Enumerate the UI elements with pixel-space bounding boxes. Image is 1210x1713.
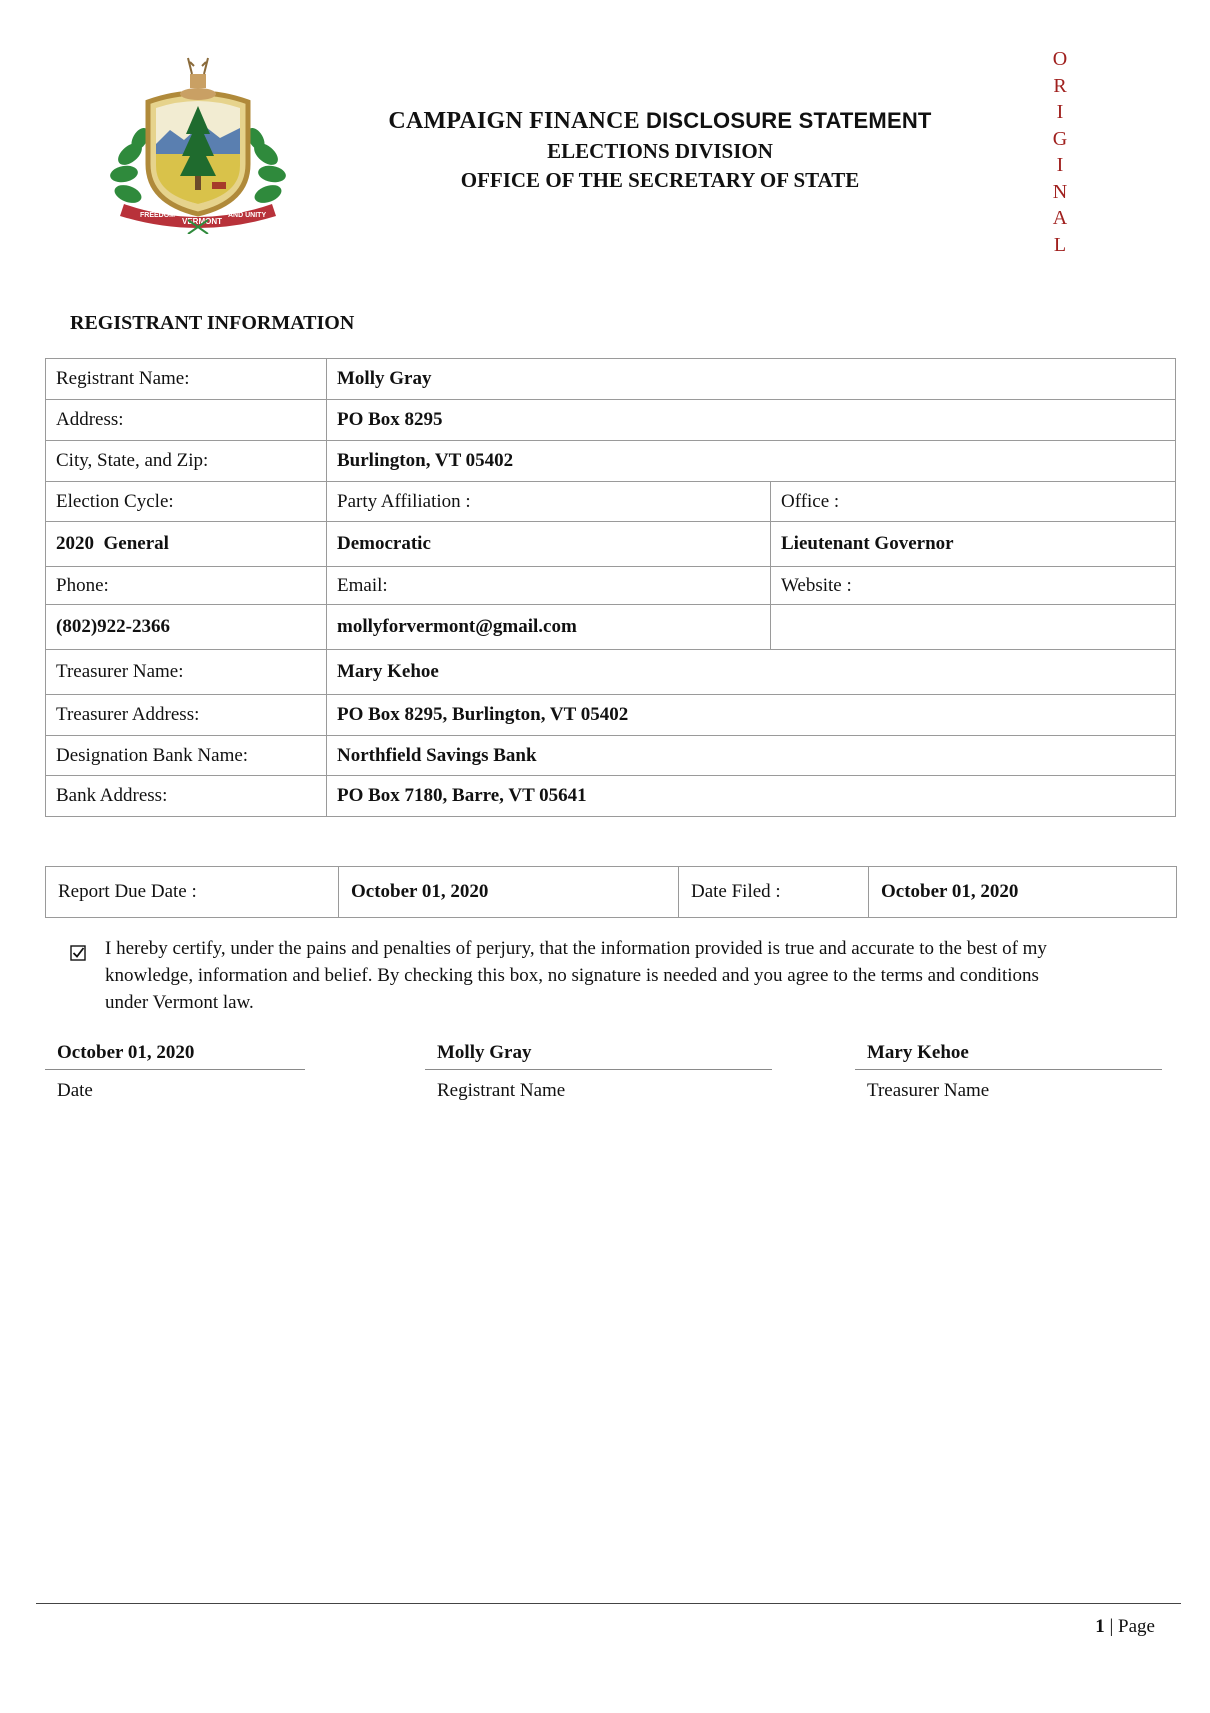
treasurer-name-label: Treasurer Name: <box>46 650 327 695</box>
registrant-information-table <box>45 358 1176 817</box>
party-affiliation-value: Democratic <box>327 522 771 567</box>
page-number-label: | Page <box>1109 1616 1155 1637</box>
bank-name-label: Designation Bank Name: <box>46 736 327 776</box>
bank-address-value: PO Box 7180, Barre, VT 05641 <box>327 776 1176 817</box>
phone-value: (802)922-2366 <box>46 605 327 650</box>
city-state-zip-value: Burlington, VT 05402 <box>327 441 1176 482</box>
office-value: Lieutenant Governor <box>771 522 1176 567</box>
page-number-value: 1 <box>1095 1616 1105 1637</box>
email-value: mollyforvermont@gmail.com <box>327 605 771 650</box>
title-part-2: DISCLOSURE STATEMENT <box>646 108 932 133</box>
page-number <box>1000 1616 1155 1638</box>
signature-registrant-value: Molly Gray <box>425 1042 772 1070</box>
seal-banner-left: FREEDOM <box>140 212 175 219</box>
election-cycle-label: Election Cycle: <box>46 482 327 522</box>
original-letter: I <box>1056 154 1064 176</box>
original-letter: I <box>1056 101 1064 123</box>
original-letter: N <box>1052 180 1068 203</box>
date-filed-value: October 01, 2020 <box>869 867 1177 918</box>
signature-treasurer-value: Mary Kehoe <box>855 1042 1162 1070</box>
website-value <box>771 605 1176 650</box>
vermont-state-seal <box>110 44 286 234</box>
report-due-date-value: October 01, 2020 <box>339 867 679 918</box>
signature-treasurer-block <box>855 1042 1162 1102</box>
office-name: OFFICE OF THE SECRETARY OF STATE <box>460 168 860 192</box>
bank-address-label: Bank Address: <box>46 776 327 817</box>
seal-banner-right: AND UNITY <box>228 212 267 219</box>
signature-treasurer-label: Treasurer Name <box>867 1080 990 1101</box>
party-affiliation-label: Party Affiliation : <box>327 482 771 522</box>
certification-statement: I hereby certify, under the pains and penalties of perjury, that the information provided is true and accurate to the best of my knowledge, information and belief. By checking this box, no signature is needed and you agree to the terms and conditions under Vermont law. <box>105 938 1047 1013</box>
date-filed-label: Date Filed : <box>679 867 869 918</box>
signature-date-label: Date <box>57 1080 93 1101</box>
table-row <box>46 482 1176 522</box>
document-title <box>330 108 990 135</box>
phone-label: Phone: <box>46 567 327 605</box>
section-title-registrant-information: REGISTRANT INFORMATION <box>70 312 355 334</box>
table-row <box>46 567 1176 605</box>
table-row <box>46 441 1176 482</box>
table-row <box>46 605 1176 650</box>
original-letter: A <box>1052 207 1068 229</box>
original-letter: R <box>1053 74 1067 97</box>
document-title-block <box>330 108 990 193</box>
election-cycle-value: 2020 General <box>46 522 327 567</box>
table-row <box>46 522 1176 567</box>
checkbox-checked-icon <box>70 945 86 961</box>
website-label: Website : <box>771 567 1176 605</box>
table-row <box>46 359 1176 400</box>
original-letter: L <box>1053 233 1067 256</box>
signature-date-block <box>45 1042 305 1102</box>
report-dates-table <box>45 866 1177 918</box>
bank-name-value: Northfield Savings Bank <box>327 736 1176 776</box>
original-stamp <box>1048 46 1072 258</box>
treasurer-address-value: PO Box 8295, Burlington, VT 05402 <box>327 695 1176 736</box>
original-letter: G <box>1052 127 1068 150</box>
certification-checkbox[interactable] <box>70 945 86 961</box>
table-row <box>46 695 1176 736</box>
email-label: Email: <box>327 567 771 605</box>
original-letter: O <box>1052 48 1068 70</box>
vermont-seal-icon <box>110 44 286 234</box>
table-row <box>46 400 1176 441</box>
signature-date-value: October 01, 2020 <box>45 1042 305 1070</box>
registrant-name-value: Molly Gray <box>327 359 1176 400</box>
table-row <box>46 867 1177 918</box>
registrant-name-label: Registrant Name: <box>46 359 327 400</box>
office-label: Office : <box>771 482 1176 522</box>
report-due-date-label: Report Due Date : <box>46 867 339 918</box>
division-name: ELECTIONS DIVISION <box>547 139 773 163</box>
table-row <box>46 650 1176 695</box>
seal-banner-center: VERMONT <box>182 217 222 226</box>
table-row <box>46 776 1176 817</box>
city-state-zip-label: City, State, and Zip: <box>46 441 327 482</box>
footer-divider <box>36 1603 1181 1604</box>
treasurer-name-value: Mary Kehoe <box>327 650 1176 695</box>
address-label: Address: <box>46 400 327 441</box>
address-value: PO Box 8295 <box>327 400 1176 441</box>
title-part-1: CAMPAIGN FINANCE <box>388 108 640 134</box>
signature-registrant-label: Registrant Name <box>437 1080 566 1101</box>
table-row <box>46 736 1176 776</box>
signature-registrant-block <box>425 1042 772 1102</box>
treasurer-address-label: Treasurer Address: <box>46 695 327 736</box>
